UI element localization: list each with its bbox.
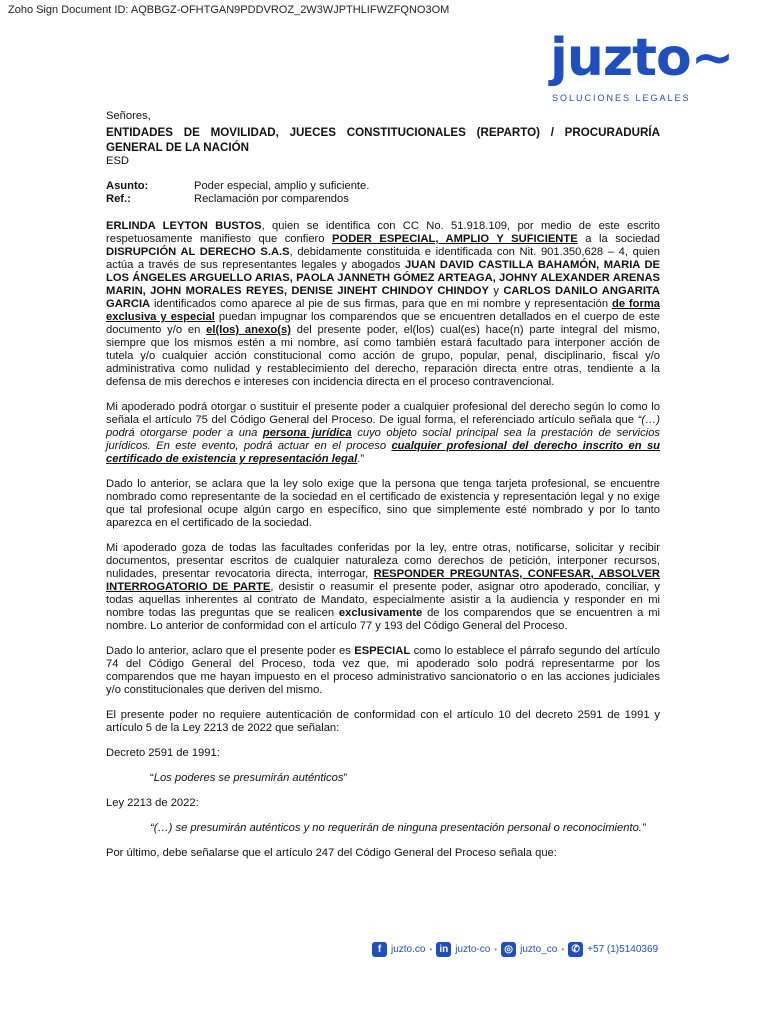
paragraph-7: Por último, debe señalarse que el artículo 247 del Código General del Proceso señala que: <box>106 847 557 859</box>
quote-text: cuyo objeto social principal sea la prestación de servicios jurídicos. En este evento, podrá actuar en el proceso <box>106 427 661 452</box>
persona-juridica: persona jurídica <box>262 427 352 439</box>
logo-tagline: SOLUCIONES LEGALES <box>552 93 691 103</box>
exclusively-emphasis: exclusivamente <box>338 607 423 619</box>
separator: • <box>494 945 498 954</box>
footer-contacts <box>372 942 672 957</box>
recipients: ENTIDADES DE MOVILIDAD, JUECES CONSTITUCIONALES (REPARTO) / PROCURADURÍA GENERAL DE LA NACIÓN <box>106 126 660 154</box>
text: a la sociedad <box>577 233 660 245</box>
whatsapp-icon[interactable]: ✆ <box>568 942 583 957</box>
text: Dado lo anterior, aclaro que el presente poder es <box>106 645 355 657</box>
text: , quien se identifica con CC No. 51.918.109, por medio de este escrito respetuosamente manifiesto que confiero <box>106 220 661 245</box>
text: y <box>488 285 504 297</box>
paragraph-2 <box>106 401 660 466</box>
asunto-label: Asunto: <box>106 180 149 192</box>
paragraph-3: Dado lo anterior, se aclara que la ley solo exige que la persona que tenga tarjeta profesional, se encuentre nombrado como representante de la sociedad en el certificado de existencia y representación legal y no exige que tal profesional ocupe algún cargo en específico, sino que simplemente esté nombrado y por lo tanto aparezca en el certificado de la sociedad. <box>106 478 660 529</box>
text: del presente poder, el(los) cual(es) hace(n) parte integral del mismo, siempre que los mismos estén a mi nombre, así como también estará facultado para interponer acción de tutela y/o cualquier acción constitucional como acción de grupo, popular, penal, disciplinario, fiscal y/o administrativa como nulidad y restablecimiento del derecho, reparación directa entre otras, tendiente a la defensa de mis derechos e intereses con incidencia directa en el proceso contravencional. <box>106 324 660 388</box>
exclusive-emphasis: de forma exclusiva y especial <box>106 298 660 323</box>
decreto-label: Decreto 2591 de 1991: <box>106 747 220 759</box>
quote-close: ” <box>343 772 348 784</box>
lawyer-last: CARLOS DANILO ANGARITA GARCIA <box>106 285 661 310</box>
text: de los comparendos que se encuentren a mi nombre. Lo anterior de conformidad con el artículo 77 y 193 del Código General del Proceso. <box>106 607 660 632</box>
instagram-icon[interactable]: ◎ <box>501 942 516 957</box>
paragraph-6: El presente poder no requiere autenticación de conformidad con el artículo 10 del decreto 2591 de 1991 y artículo 5 de la Ley 2213 de 2022 que señalan: <box>106 709 660 734</box>
text: , desistir o reasumir el presente poder, asignar otro apoderado, conciliar, y todas aquellas inherentes al contrato de Mandato, especialmente asistir a la audiencia y responder en mi nombre todas las preguntas que se realicen <box>106 581 661 619</box>
company-logo <box>540 28 734 110</box>
ley-label: Ley 2213 de 2022: <box>106 797 199 809</box>
company-name: DISRUPCIÓN AL DERECHO S.A.S <box>106 246 290 258</box>
logo-wordmark: juzto~ <box>550 28 734 88</box>
paragraph-4 <box>106 542 660 633</box>
poder-emphasis: PODER ESPECIAL, AMPLIO Y SUFICIENTE <box>332 233 578 245</box>
lawyer-names: JUAN DAVID CASTILLA BAHAMÓN, MARIA DE LOS ÁNGELES ARGUELLO ARIAS, PAOLA JANNETH GÓMEZ ARTEAGA, JOHNY ALEXANDER ARENAS MARIN, JOHN MORALES REYES, DENISE JINEHT CHINDOY CHINDOY <box>106 259 660 297</box>
text: puedan impugnar los comparendos que se encuentren detallados en el cuerpo de este documento y/o en <box>106 311 660 336</box>
text: Mi apoderado podrá otorgar o sustituir el presente poder a cualquier profesional del derecho según lo como lo señala el artículo 75 del Código General del Proceso. De igual forma, el referenciado artículo señala que <box>106 401 660 426</box>
separator: • <box>561 945 565 954</box>
ref-row <box>106 193 660 206</box>
especial-emphasis: ESPECIAL <box>354 645 411 657</box>
whatsapp-number[interactable]: +57 (1)5140369 <box>587 944 659 955</box>
text: Mi apoderado goza de todas las facultades conferidas por la ley, entre otras, notificarse, solicitar y recibir documentos, presentar escritos de cualquier naturaleza como derechos de petición, interponer recursos, nulidades, presentar revocatoria directa, interrogar, <box>106 542 660 580</box>
text: , debidamente constituida e identificada con Nit. 901.350,628 – 4, quien actúa a través de sus representantes legales y abogados <box>106 246 660 271</box>
asunto-value: Poder especial, amplio y suficiente. <box>194 180 370 192</box>
faculties-emphasis: RESPONDER PREGUNTAS, CONFESAR, ABSOLVER INTERROGATORIO DE PARTE <box>106 568 660 593</box>
facebook-handle[interactable]: juzto.co <box>391 944 426 955</box>
asunto-row <box>106 180 660 193</box>
text: .” <box>357 453 365 465</box>
linkedin-handle[interactable]: juzto-co <box>455 944 491 955</box>
ref-value: Reclamación por comparendos <box>194 193 349 205</box>
text: como lo establece el párrafo segundo del artículo 74 del Código General del Proceso, toda vez que, mi apoderado solo podrá representarme por los comparendos que me hayan impuesto en el proceso administrativo sancionatorio o en las acciones judiciales y/o constitucionales que deriven del mismo. <box>106 645 660 696</box>
paragraph-1 <box>106 220 660 389</box>
paragraph-5 <box>106 645 660 697</box>
decreto-quote <box>150 772 660 785</box>
text: identificados como aparece al pie de sus firmas, para que en mi nombre y representación <box>150 298 612 310</box>
facebook-icon[interactable]: f <box>372 942 387 957</box>
ref-label: Ref.: <box>106 193 131 205</box>
instagram-handle[interactable]: juzto_co <box>520 944 558 955</box>
linkedin-icon[interactable]: in <box>436 942 451 957</box>
profesional-emphasis: cualquier profesional del derecho inscrito en su certificado de existencia y representación legal <box>106 440 660 465</box>
ley-quote: “(…) se presumirán auténticos y no requerirán de ninguna presentación personal o reconocimiento.” <box>150 822 646 834</box>
quote-text: “(…) podrá otorgarse poder a una <box>106 414 660 439</box>
document-body <box>106 110 660 872</box>
separator: • <box>429 945 433 954</box>
anexos-emphasis: el(los) anexo(s) <box>206 324 291 336</box>
grantor-name: ERLINDA LEYTON BUSTOS <box>106 220 262 232</box>
quote-body: Los poderes se presumirán auténticos <box>153 772 344 784</box>
document-id: Zoho Sign Document ID: AQBBGZ-OFHTGAN9PDDVROZ_2W3WJPTHLIFWZFQNO3OM <box>8 4 450 16</box>
esd: ESD <box>106 155 130 167</box>
salutation: Señores, <box>106 110 151 122</box>
quote-open: “ <box>150 772 154 784</box>
